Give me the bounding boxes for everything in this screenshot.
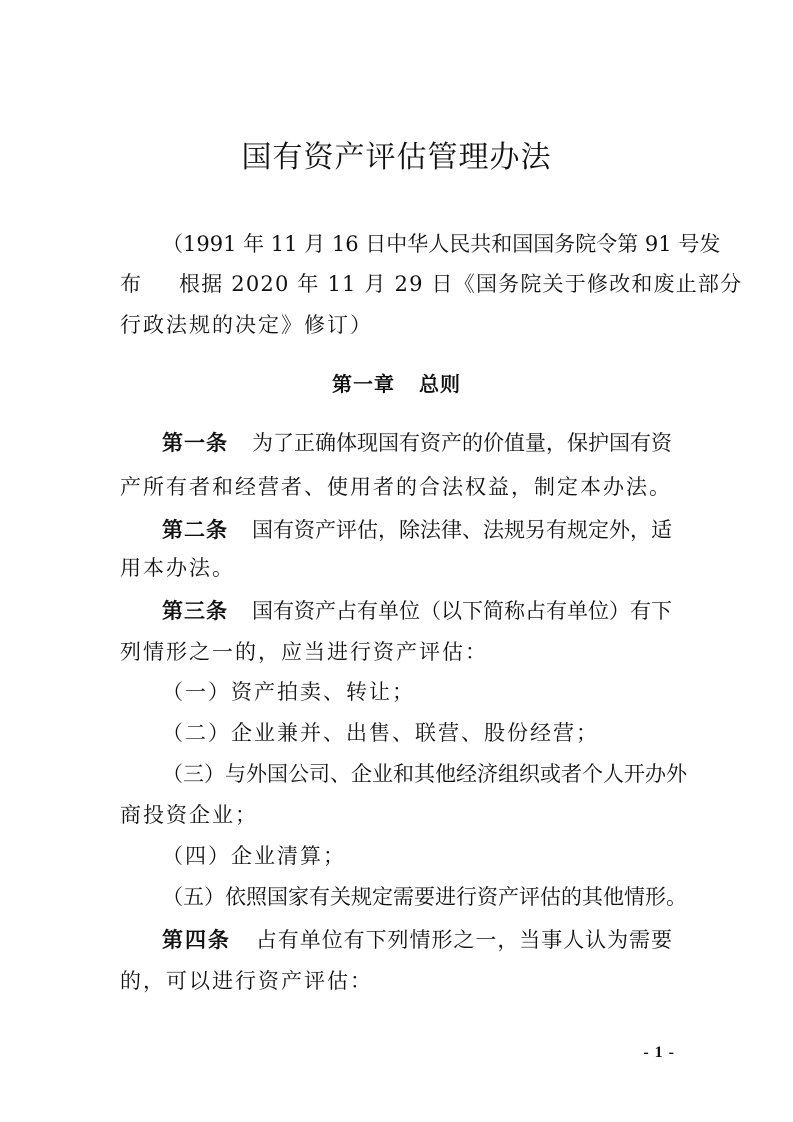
article-3-label: 第三条 <box>162 599 228 623</box>
chapter-name: 总则 <box>419 372 461 396</box>
list-item: （二）企业兼并、出售、联营、股份经营； <box>162 721 599 745</box>
article-4-text-1: 占有单位有下列情形之一，当事人认为需要 <box>254 928 673 952</box>
article-3-line-1 <box>162 596 672 626</box>
preamble-line-2-start: 布 <box>120 272 141 296</box>
preamble-line-2-rest: 根据 2020 年 11 月 29 日《国务院关于修改和废止部分 <box>179 272 743 296</box>
article-4-line-1 <box>162 925 672 955</box>
document-title: 国有资产评估管理办法 <box>241 140 552 175</box>
preamble-line-2 <box>120 269 742 299</box>
article-1-text-1: 为了正确体现国有资产的价值量，保护国有资 <box>252 431 672 455</box>
article-1-line-1 <box>162 428 672 458</box>
list-item: （四）企业清算； <box>162 844 346 868</box>
article-3-line-2: 列情形之一的，应当进行资产评估： <box>120 640 488 664</box>
preamble-line-3: 行政法规的决定》修订） <box>120 313 373 337</box>
article-1-line-2: 产所有者和经营者、使用者的合法权益，制定本办法。 <box>120 475 672 499</box>
list-item-continued: 商投资企业； <box>120 803 258 827</box>
preamble-line-1: （1991 年 11 月 16 日中华人民共和国国务院令第 91 号发 <box>162 232 721 256</box>
article-1-label: 第一条 <box>162 431 228 455</box>
list-item: （三）与外国公司、企业和其他经济组织或者个人开办外 <box>162 762 687 786</box>
chapter-number: 第一章 <box>332 372 395 396</box>
article-2-text-1: 国有资产评估，除法律、法规另有规定外，适 <box>252 518 672 542</box>
article-4-label: 第四条 <box>162 928 231 952</box>
list-item: （一）资产拍卖、转让； <box>162 680 415 704</box>
page-number: - 1 - <box>643 1044 675 1061</box>
article-3-text-1: 国有资产占有单位（以下简称占有单位）有下 <box>252 599 672 623</box>
article-2-line-2: 用本办法。 <box>120 556 235 580</box>
article-4-line-2: 的，可以进行资产评估： <box>120 969 373 993</box>
article-2-line-1 <box>162 515 672 545</box>
list-item: （五）依照国家有关规定需要进行资产评估的其他情形。 <box>162 885 687 909</box>
article-2-label: 第二条 <box>162 518 228 542</box>
chapter-heading <box>0 369 793 399</box>
